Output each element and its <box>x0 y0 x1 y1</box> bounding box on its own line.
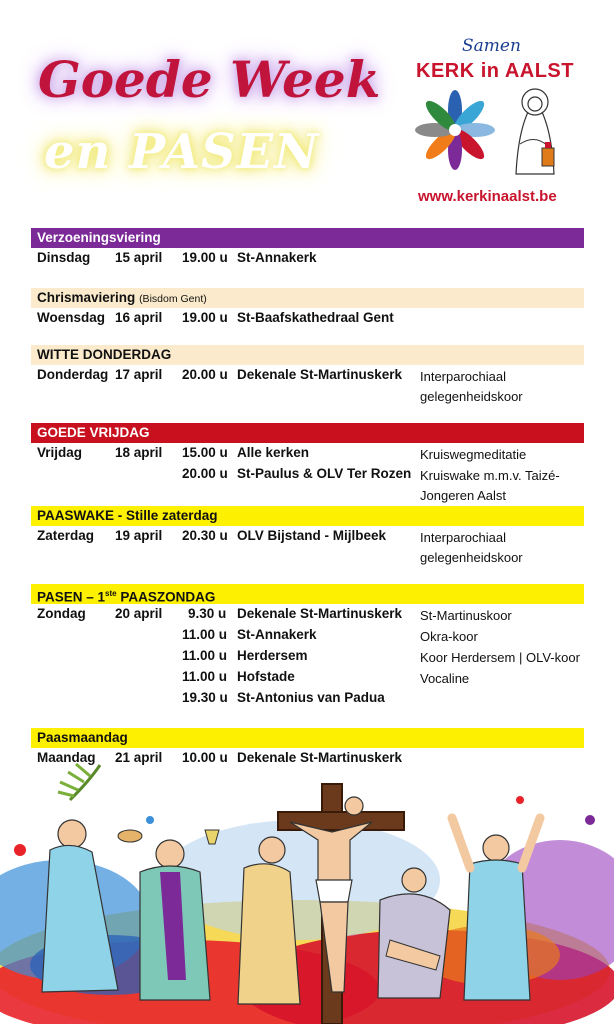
row-note: Okra-koor <box>420 629 478 644</box>
row-time: 19.00 u <box>182 250 228 265</box>
row-time: 10.00 u <box>182 750 228 765</box>
row-place: St-Baafskathedraal Gent <box>237 310 394 325</box>
row-date: 19 april <box>115 528 163 543</box>
row-time: 15.00 u <box>182 445 228 460</box>
section-title: Chrismaviering <box>37 290 136 305</box>
section-header-verzoening: Verzoeningsviering <box>31 228 584 248</box>
row-time: 20.30 u <box>182 528 228 543</box>
row-note: Koor Herdersem | OLV-koor <box>420 650 580 665</box>
row-note: Interparochiaal gelegenheidskoor <box>420 530 523 565</box>
row-place: Hofstade <box>237 669 295 684</box>
row-note: Interparochiaal gelegenheidskoor <box>420 369 523 404</box>
row-date: 17 april <box>115 367 163 382</box>
row-date: 21 april <box>115 750 163 765</box>
section-title-b: PAASZONDAG <box>116 589 216 605</box>
table-row <box>31 688 584 709</box>
row-time: 11.00 u <box>182 648 228 663</box>
section-title-a: PASEN – 1 <box>37 589 106 605</box>
saint-figure-icon <box>500 84 570 180</box>
row-time: 11.00 u <box>182 627 228 642</box>
logo-flower-icon <box>410 88 500 172</box>
row-time: 19.00 u <box>182 310 228 325</box>
row-time: 19.30 u <box>182 690 228 705</box>
row-day: Woensdag <box>37 310 106 325</box>
section-title-sup: ste <box>105 589 117 598</box>
section-subtitle: (Bisdom Gent) <box>139 293 207 305</box>
row-place: Dekenale St-Martinuskerk <box>237 367 403 382</box>
section-header-goede-vrijdag: GOEDE VRIJDAG <box>31 423 584 443</box>
row-place: St-Paulus & OLV Ter Rozen <box>237 466 412 481</box>
table-row <box>31 646 584 667</box>
row-date: 15 april <box>115 250 163 265</box>
section-header-witte-donderdag: WITTE DONDERDAG <box>31 345 584 365</box>
row-place: St-Annakerk <box>237 250 317 265</box>
row-day: Zondag <box>37 606 86 621</box>
row-day: Dinsdag <box>37 250 91 265</box>
row-date: 16 april <box>115 310 163 325</box>
logo-samen-text: Samen <box>462 36 521 56</box>
row-place: Dekenale St-Martinuskerk <box>237 606 403 621</box>
row-day: Vrijdag <box>37 445 83 460</box>
row-date: 18 april <box>115 445 163 460</box>
table-row <box>31 625 584 646</box>
row-place: St-Annakerk <box>237 627 317 642</box>
row-day: Zaterdag <box>37 528 95 543</box>
schedule-table <box>31 228 584 769</box>
table-row <box>31 667 584 688</box>
table-row <box>31 464 584 506</box>
row-place: Herdersem <box>237 648 308 663</box>
table-row <box>31 248 584 269</box>
row-time: 9.30 u <box>188 606 227 621</box>
table-row <box>31 604 584 625</box>
row-date: 20 april <box>115 606 163 621</box>
row-time: 11.00 u <box>182 669 228 684</box>
row-place: OLV Bijstand - Mijlbeek <box>237 528 387 543</box>
website-link[interactable]: www.kerkinaalst.be <box>418 188 557 205</box>
table-row <box>31 526 584 568</box>
row-place: Dekenale St-Martinuskerk <box>237 750 403 765</box>
row-day: Donderdag <box>37 367 109 382</box>
row-place: Alle kerken <box>237 445 310 460</box>
row-note: Vocaline <box>420 671 470 686</box>
table-row <box>31 443 584 464</box>
section-header-paasmaandag: Paasmaandag <box>31 728 584 748</box>
section-header-paaswake: PAASWAKE - Stille zaterdag <box>31 506 584 526</box>
row-note: St-Martinuskoor <box>420 608 512 623</box>
section-header-pasen <box>31 584 584 604</box>
row-time: 20.00 u <box>182 466 228 481</box>
page-title: Goede Week <box>38 50 381 109</box>
logo-name: KERK in AALST <box>416 60 574 82</box>
row-note: Kruiswake m.m.v. Taizé-Jongeren Aalst <box>420 468 560 503</box>
table-row <box>31 365 584 407</box>
row-day: Maandag <box>37 750 96 765</box>
table-row <box>31 308 584 329</box>
row-place: St-Antonius van Padua <box>237 690 385 705</box>
page-subtitle: en PASEN <box>44 124 320 180</box>
easter-figures-cross-illustration <box>0 760 614 1024</box>
section-header-chrisma <box>31 288 584 308</box>
row-time: 20.00 u <box>182 367 228 382</box>
row-note: Kruiswegmeditatie <box>420 447 527 462</box>
